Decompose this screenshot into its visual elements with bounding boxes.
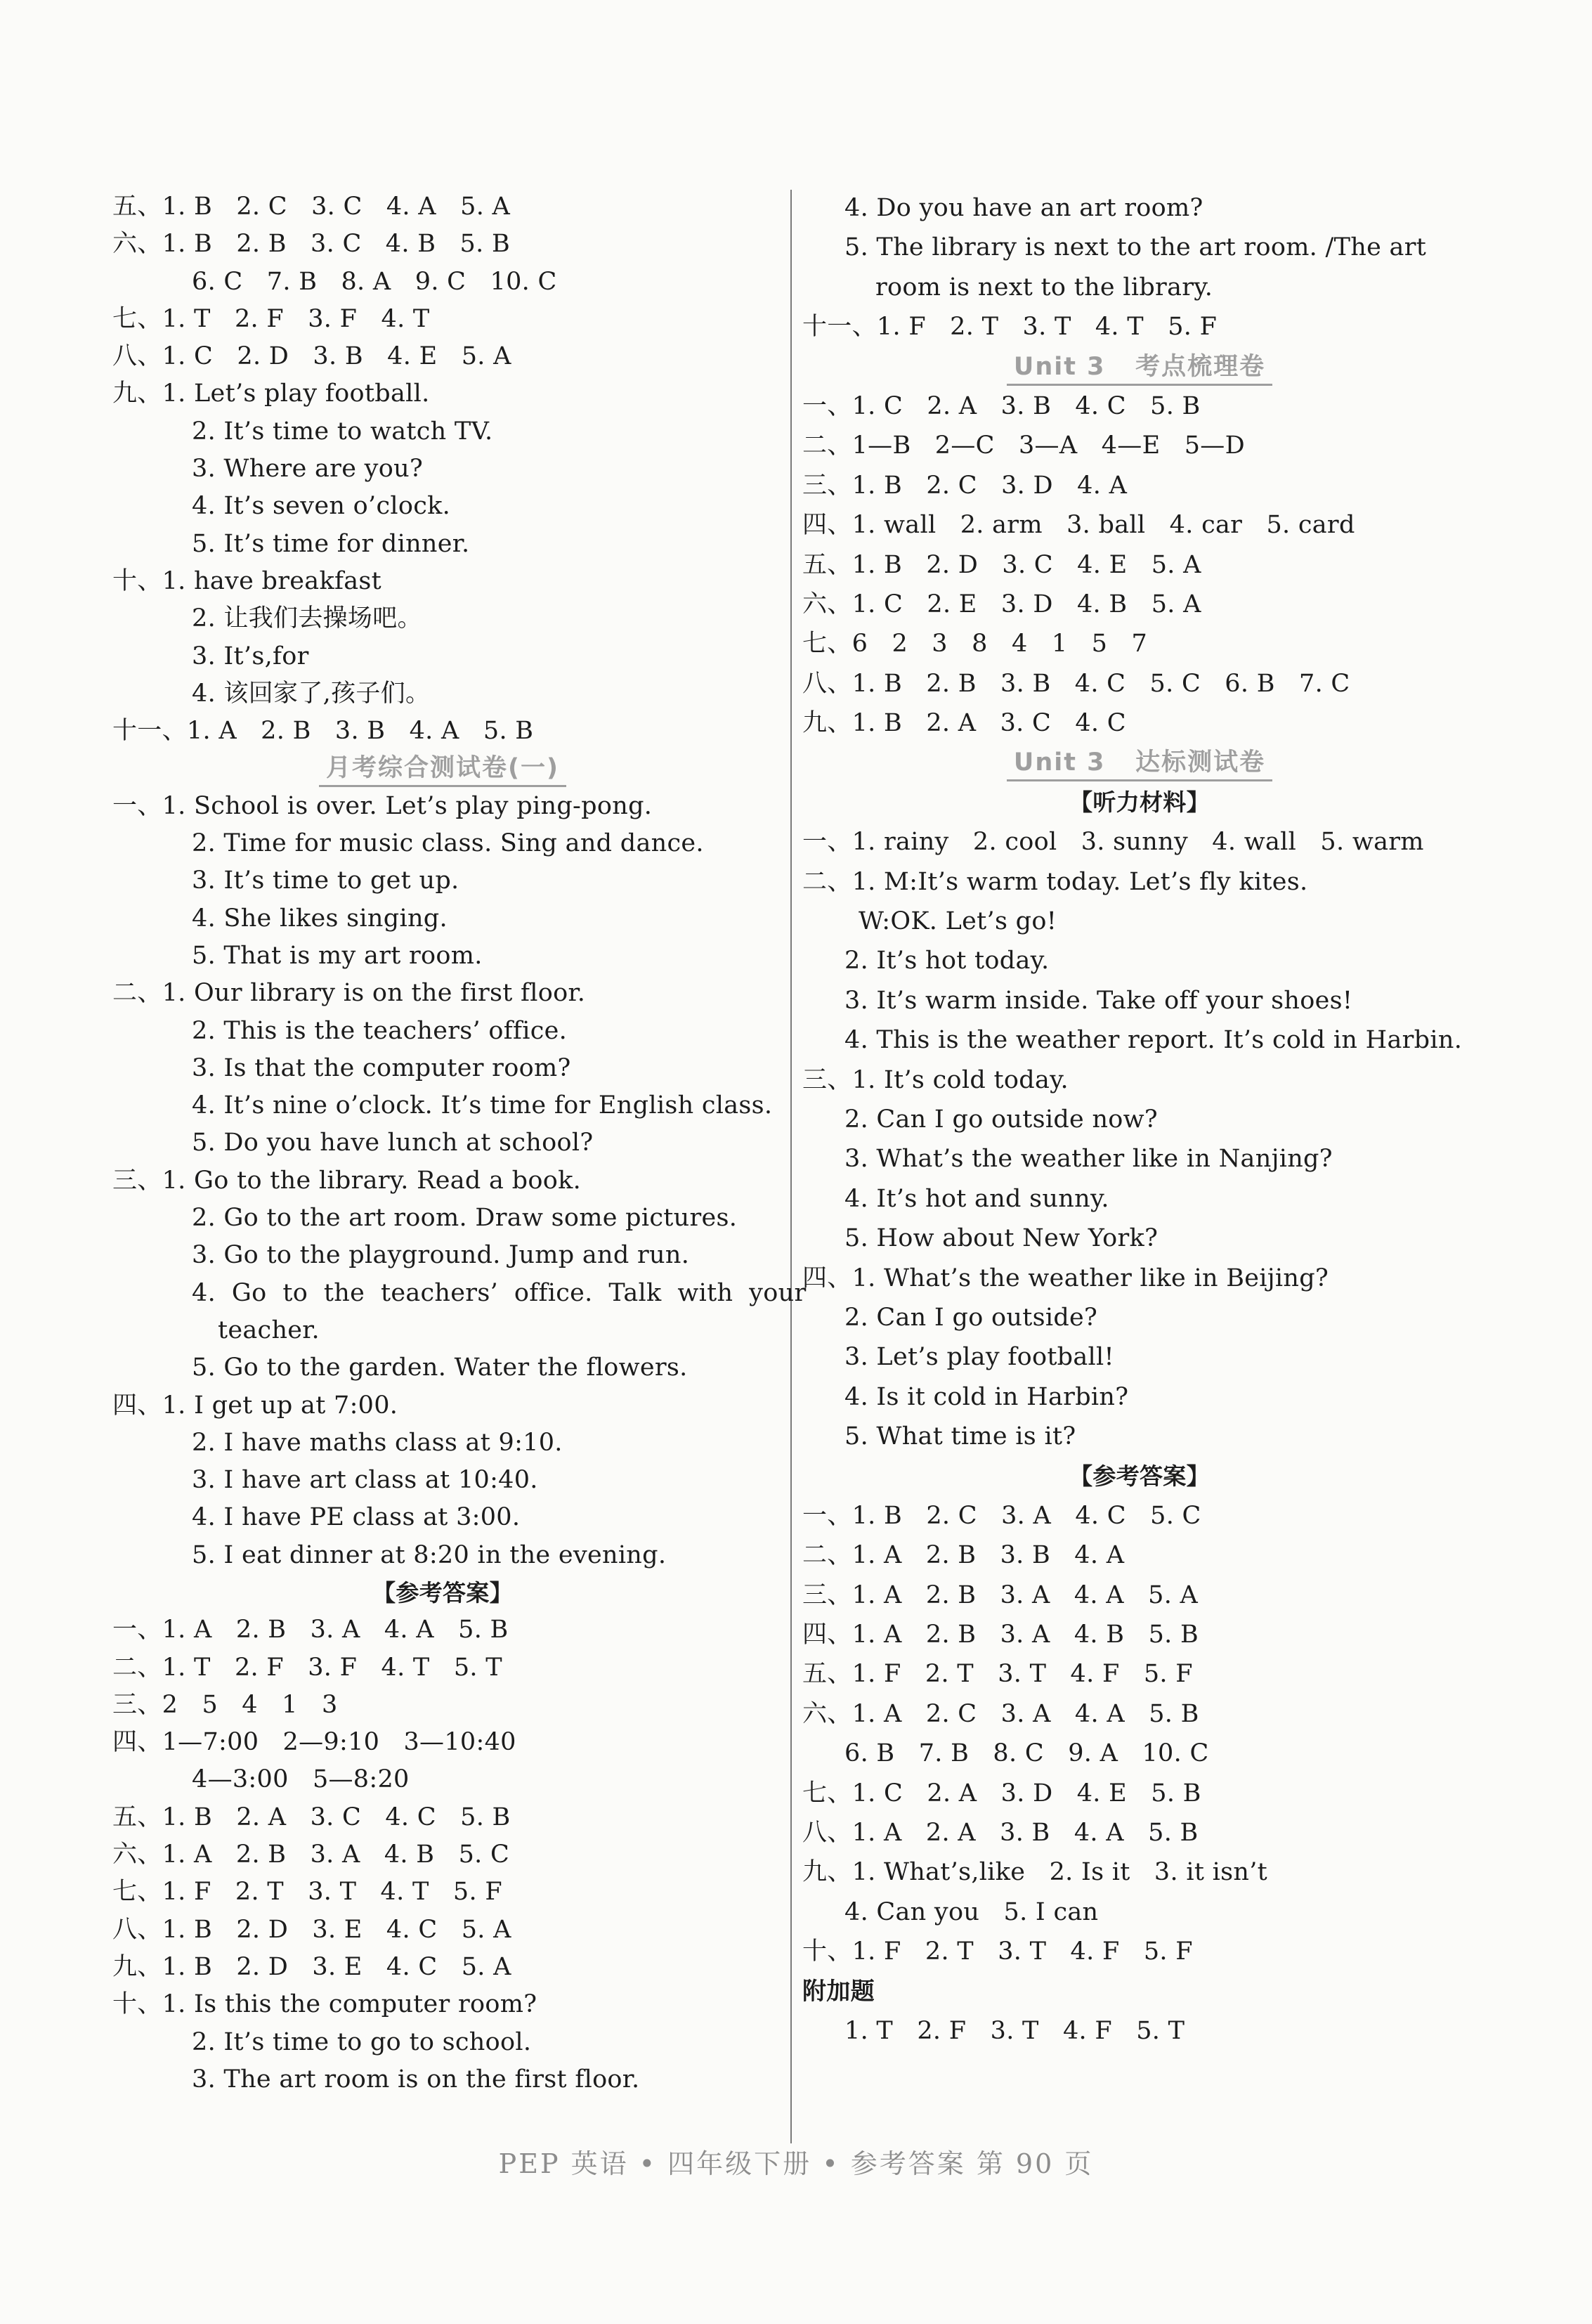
answer-line: 4—3:00 5—8:20 [192,1765,410,1794]
answer-line: 十一、1. F 2. T 3. T 4. T 5. F [802,313,1218,342]
listening-material-heading: 【听力材料】 [1069,788,1210,816]
answer-line: 2. This is the teachers’ office. [192,1016,568,1045]
answer-line: 五、1. B 2. C 3. C 4. A 5. A [112,193,511,221]
answer-line: 九、1. B 2. A 3. C 4. C [802,709,1126,738]
bonus-heading: 附加题 [802,1977,875,2006]
answer-line: 七、6 2 3 8 4 1 5 7 [802,630,1148,658]
answer-line: 六、1. A 2. C 3. A 4. A 5. B [802,1699,1199,1728]
answer-line: 十、1. have breakfast [112,566,382,595]
answer-line: 八、1. C 2. D 3. B 4. E 5. A [112,342,511,371]
answer-line: 2. 让我们去操场吧。 [192,604,422,633]
answer-line: room is next to the library. [875,273,1213,301]
answer-line: 5. It’s time for dinner. [192,529,470,558]
answer-line: 七、1. C 2. A 3. D 4. E 5. B [802,1779,1201,1807]
answer-line: 三、1. A 2. B 3. A 4. A 5. A [802,1580,1199,1609]
answer-line: 6. B 7. B 8. C 9. A 10. C [844,1739,1209,1768]
answer-line: 六、1. B 2. B 3. C 4. B 5. B [112,230,510,259]
answer-line: 2. Can I go outside? [844,1303,1098,1332]
answer-line: 四、1. What’s the weather like in Beijing? [802,1264,1329,1292]
answer-line: 4. Is it cold in Harbin? [844,1382,1129,1411]
answer-line: 3. Let’s play football! [844,1343,1114,1372]
answer-line: 一、1. A 2. B 3. A 4. A 5. B [112,1616,509,1644]
section-title-text: Unit 3 达标测试卷 [1007,748,1272,781]
answer-line: 5. What time is it? [844,1422,1076,1451]
answer-line: 四、1—7:00 2—9:10 3—10:40 [112,1728,516,1757]
answer-line: 2. It’s time to watch TV. [192,417,493,446]
answer-line: 2. It’s time to go to school. [192,2027,532,2056]
answer-line: 5. I eat dinner at 8:20 in the evening. [192,1540,667,1569]
answer-line: 五、1. B 2. D 3. C 4. E 5. A [802,550,1201,579]
answer-line: 二、1. A 2. B 3. B 4. A [802,1541,1125,1570]
answer-line: 十、1. Is this the computer room? [112,1990,537,2019]
answer-line: 六、1. C 2. E 3. D 4. B 5. A [802,590,1201,618]
answer-line: 5. Do you have lunch at school? [192,1129,594,1157]
answer-line: 七、1. T 2. F 3. F 4. T [112,304,430,333]
answer-line: 2. Can I go outside now? [844,1105,1158,1134]
answer-line: W:OK. Let’s go! [859,907,1057,936]
section-title [112,750,773,787]
answer-line: 三、2 5 4 1 3 [112,1690,338,1719]
answer-line: 4. Go to the teachers’ office. Talk with your [192,1278,807,1307]
answer-line: teacher. [218,1316,320,1344]
section-title [802,743,1477,782]
page-footer: PEP 英语 • 四年级下册 • 参考答案 第 90 页 [498,2148,1094,2179]
column-divider [790,190,792,2143]
answer-line: 2. Time for music class. Sing and dance. [192,829,704,858]
section-title-text: Unit 3 考点梳理卷 [1007,353,1272,386]
answer-line: 二、1—B 2—C 3—A 4—E 5—D [802,431,1245,460]
answer-line: 三、1. Go to the library. Read a book. [112,1166,582,1195]
answer-line: 2. It’s hot today. [844,947,1050,975]
answer-line: 4. Can you 5. I can [844,1897,1099,1926]
answer-line: 3. Go to the playground. Jump and run. [192,1241,690,1270]
answer-line: 3. It’s,for [192,642,309,670]
answer-line: 九、1. B 2. D 3. E 4. C 5. A [112,1952,511,1981]
answer-key-heading: 【参考答案】 [1069,1462,1210,1490]
answer-line: 五、1. B 2. A 3. C 4. C 5. B [112,1803,511,1831]
answer-line: 3. It’s time to get up. [192,866,459,895]
answer-line: 三、1. B 2. C 3. D 4. A [802,471,1128,500]
answer-line: 5. That is my art room. [192,941,483,970]
answer-line: 4. It’s seven o’clock. [192,492,451,521]
answer-line: 4. Do you have an art room? [844,194,1203,222]
answer-line: 一、1. School is over. Let’s play ping-pong. [112,791,653,820]
answer-line: 5. The library is next to the art room. /The art [844,233,1427,262]
answer-line: 3. I have art class at 10:40. [192,1466,538,1495]
right-column [802,188,1477,2051]
answer-line: 四、1. I get up at 7:00. [112,1391,398,1420]
answer-line: 二、1. M:It’s warm today. Let’s fly kites. [802,867,1308,896]
answer-line: 九、1. Let’s play football. [112,379,430,408]
answer-line: 八、1. B 2. D 3. E 4. C 5. A [112,1915,511,1944]
section-title [802,347,1477,387]
answer-line: 3. It’s warm inside. Take off your shoes! [844,986,1353,1015]
answer-line: 4. It’s hot and sunny. [844,1184,1109,1213]
answer-line: 2. Go to the art room. Draw some pictures. [192,1204,738,1233]
answer-line: 十、1. F 2. T 3. T 4. F 5. F [802,1937,1193,1966]
answer-line: 4. This is the weather report. It’s cold in Harbin. [844,1026,1463,1055]
answer-line: 4. 该回家了,孩子们。 [192,679,431,708]
answer-line: 一、1. B 2. C 3. A 4. C 5. C [802,1501,1201,1530]
answer-line: 二、1. Our library is on the first floor. [112,979,586,1008]
answer-line: 3. Where are you? [192,455,424,483]
answer-line: 2. I have maths class at 9:10. [192,1428,563,1457]
answer-line: 三、1. It’s cold today. [802,1065,1069,1094]
answer-line: 八、1. B 2. B 3. B 4. C 5. C 6. B 7. C [802,669,1350,698]
answer-line: 6. C 7. B 8. A 9. C 10. C [192,267,557,296]
answer-line: 十一、1. A 2. B 3. B 4. A 5. B [112,717,534,746]
section-title-text: 月考综合测试卷(一) [319,754,566,787]
answer-line: 九、1. What’s,like 2. Is it 3. it isn’t [802,1858,1268,1887]
answer-key-heading: 【参考答案】 [372,1578,513,1606]
answer-line: 一、1. C 2. A 3. B 4. C 5. B [802,391,1201,420]
answer-line: 四、1. wall 2. arm 3. ball 4. car 5. card [802,511,1355,540]
answer-line: 3. What’s the weather like in Nanjing? [844,1145,1333,1174]
answer-line: 1. T 2. F 3. T 4. F 5. T [844,2016,1185,2045]
answer-line: 4. It’s nine o’clock. It’s time for English class. [192,1091,773,1120]
left-column [112,188,807,2098]
answer-line: 4. She likes singing. [192,904,448,933]
answer-line: 一、1. rainy 2. cool 3. sunny 4. wall 5. warm [802,828,1424,857]
answer-line: 七、1. F 2. T 3. T 4. T 5. F [112,1878,502,1907]
answer-line: 六、1. A 2. B 3. A 4. B 5. C [112,1841,510,1869]
answer-line: 3. The art room is on the first floor. [192,2065,640,2093]
answer-line: 二、1. T 2. F 3. F 4. T 5. T [112,1653,502,1682]
answer-line: 八、1. A 2. A 3. B 4. A 5. B [802,1819,1199,1848]
answer-line: 3. Is that the computer room? [192,1053,571,1082]
answer-line: 5. Go to the garden. Water the flowers. [192,1353,688,1382]
answer-line: 4. I have PE class at 3:00. [192,1503,521,1532]
answer-line: 四、1. A 2. B 3. A 4. B 5. B [802,1621,1199,1649]
answer-line: 5. How about New York? [844,1224,1159,1253]
answer-line: 五、1. F 2. T 3. T 4. F 5. F [802,1660,1193,1689]
